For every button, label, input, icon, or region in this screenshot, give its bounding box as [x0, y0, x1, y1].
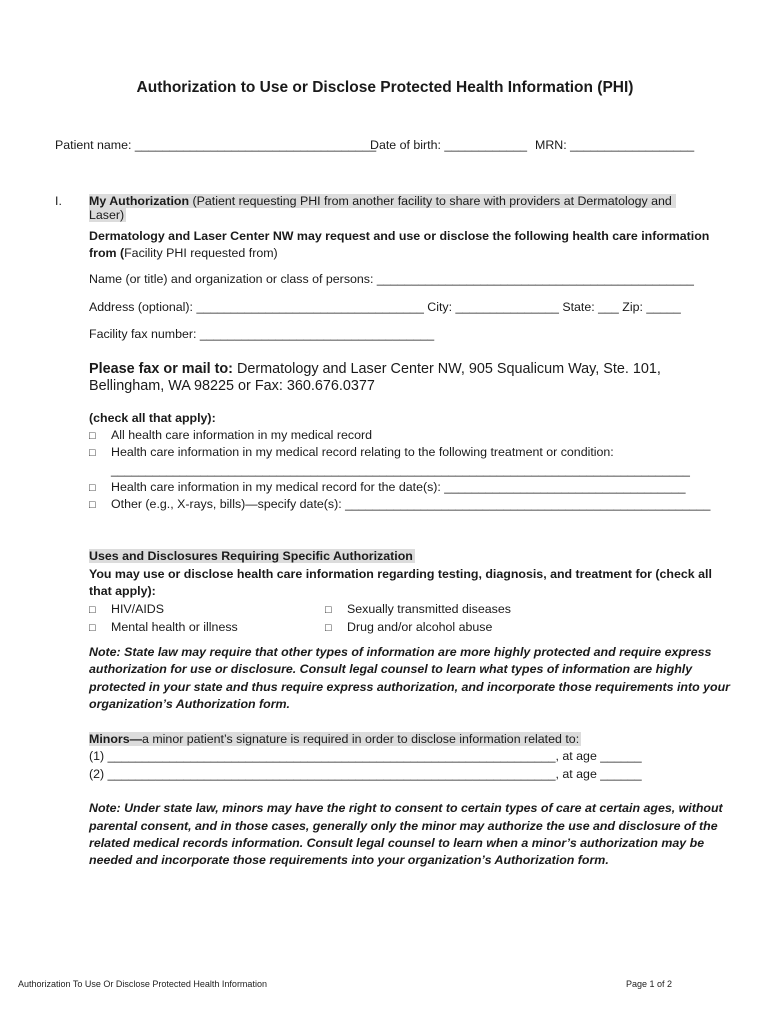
minors-heading [89, 732, 581, 746]
checkbox-item-hiv[interactable] [89, 602, 164, 616]
checkbox-icon[interactable]: □ [325, 622, 332, 634]
checkbox-item-std[interactable] [325, 602, 511, 616]
check-all-header: (check all that apply): [89, 411, 216, 425]
specific-intro-2: that apply): [89, 584, 156, 598]
footer-page-number: Page 1 of 2 [626, 979, 673, 989]
minor-info-field-1[interactable]: (1) _________________________________________________________________, at age ______ [89, 749, 642, 763]
checkbox-label: Health care information in my medical record relating to the following treatment or condition: [111, 445, 614, 459]
minors-note-line: needed and incorporate those requirements into your organization’s Authorization form. [89, 853, 609, 867]
checkbox-label: Other (e.g., X-rays, bills)—specify date(s): _____________________________________________________ [111, 497, 711, 511]
minors-note-line: related medical records information. Consult legal counsel to learn when a minor’s authorization may be [89, 836, 705, 850]
my-authorization-heading [89, 194, 676, 222]
section-numeral: I. [55, 194, 62, 208]
minors-note-line: Note: Under state law, minors may have the right to consent to certain types of care at certain ages, without [89, 801, 723, 815]
checkbox-icon[interactable]: □ [89, 430, 96, 442]
my-authorization-desc-1: (Patient requesting PHI from another facility to share with providers at Dermatology and [189, 194, 672, 208]
state-law-note-line: organization’s Authorization form. [89, 697, 291, 711]
facility-fax-field[interactable]: Facility fax number: __________________________________ [89, 327, 435, 341]
my-authorization-desc-2: Laser) [89, 208, 125, 222]
specific-intro-1: You may use or disclose health care information regarding testing, diagnosis, and treatment for (check all [89, 567, 712, 581]
checkbox-item[interactable] [89, 480, 686, 494]
state-law-note-line: authorization for use or disclosure. Consult legal counsel to learn what types of information are highly [89, 662, 693, 676]
patient-name-field[interactable]: Patient name: ___________________________________ [55, 138, 377, 152]
minors-note-line: parental consent, and in those cases, generally only the minor may authorize the use and disclosure of the [89, 819, 718, 833]
fax-mail-label: Please fax or mail to: [89, 361, 233, 377]
page-title: Authorization to Use or Disclose Protected Health Information (PHI) [136, 79, 634, 96]
checkbox-icon[interactable]: □ [325, 604, 332, 616]
dob-field[interactable]: Date of birth: ____________ [370, 138, 528, 152]
checkbox-item[interactable] [89, 428, 372, 442]
recipient-name-field[interactable]: Name (or title) and organization or class of persons: ______________________________________________ [89, 272, 694, 286]
checkbox-item[interactable] [89, 445, 614, 459]
condition-blank-field[interactable]: ____________________________________________________________________________________ [111, 463, 690, 477]
checkbox-icon[interactable]: □ [89, 604, 96, 616]
checkbox-label: HIV/AIDS [111, 602, 165, 616]
address-field[interactable]: Address (optional): _________________________________ City: _______________ State: ___ Zip: _____ [89, 300, 681, 314]
checkbox-icon[interactable]: □ [89, 447, 96, 459]
checkbox-label: Sexually transmitted diseases [347, 602, 511, 616]
minors-label: Minors— [89, 732, 143, 746]
checkbox-label: All health care information in my medical record [111, 428, 373, 442]
fax-mail-address-2: Bellingham, WA 98225 or Fax: 360.676.0377 [89, 378, 375, 394]
state-law-note-line: protected in your state and thus require express authorization, and incorporate those requirements into your [89, 680, 730, 694]
mrn-field[interactable]: MRN: __________________ [535, 138, 695, 152]
specific-authorization-heading: Uses and Disclosures Requiring Specific Authorization [89, 549, 413, 563]
checkbox-label: Mental health or illness [111, 620, 238, 634]
footer-document-title: Authorization To Use Or Disclose Protected Health Information [18, 979, 267, 989]
checkbox-icon[interactable]: □ [89, 499, 96, 511]
fax-mail-address: Dermatology and Laser Center NW, 905 Squalicum Way, Ste. 101, [232, 361, 661, 377]
checkbox-item[interactable] [89, 497, 710, 511]
checkbox-icon[interactable]: □ [89, 482, 96, 494]
checkbox-label: Health care information in my medical record for the date(s): ___________________________________ [111, 480, 686, 494]
state-law-note-line: Note: State law may require that other types of information are more highly protected and require express [89, 645, 712, 659]
fax-mail-instruction [89, 361, 661, 377]
statement-from-label: from ( [89, 246, 125, 260]
authorization-statement-1: Dermatology and Laser Center NW may request and use or disclose the following health care information [89, 229, 710, 243]
checkbox-item-drug-alcohol[interactable] [325, 620, 492, 634]
authorization-statement-2 [89, 246, 278, 260]
checkbox-icon[interactable]: □ [89, 622, 96, 634]
checkbox-label: Drug and/or alcohol abuse [347, 620, 493, 634]
minor-info-field-2[interactable]: (2) _________________________________________________________________, at age ______ [89, 767, 642, 781]
statement-from-desc: Facility PHI requested from) [124, 246, 278, 260]
minors-desc: a minor patient’s signature is required in order to disclose information related to: [142, 732, 580, 746]
checkbox-item-mental-health[interactable] [89, 620, 238, 634]
my-authorization-label: My Authorization [89, 194, 190, 208]
